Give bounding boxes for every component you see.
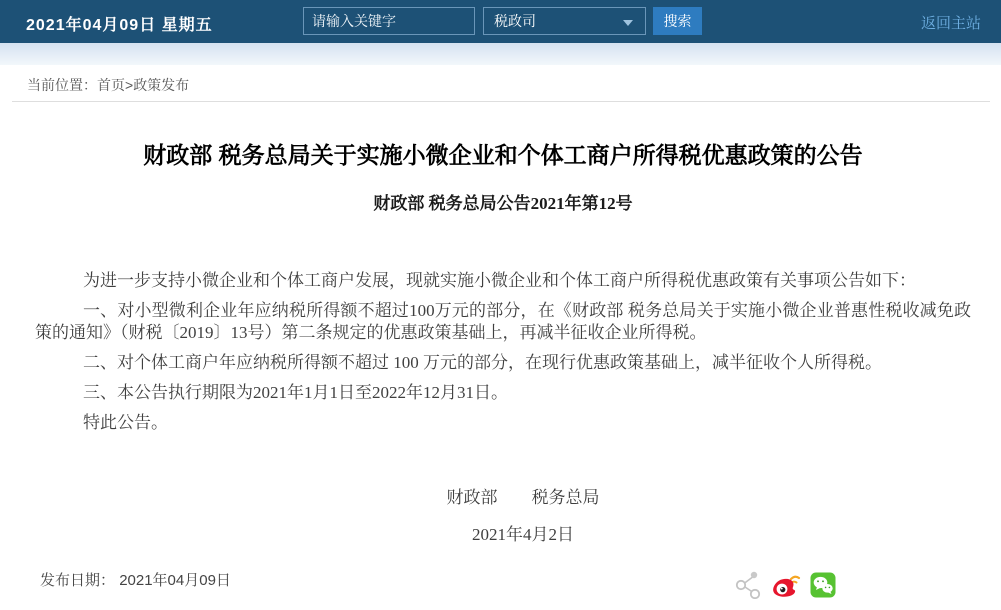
breadcrumb-section-link[interactable]: 政策发布 (133, 77, 190, 93)
paragraph-item-3: 三、本公告执行期限为2021年1月1日至2022年12月31日。 (83, 383, 508, 402)
weibo-icon[interactable] (771, 572, 801, 598)
department-select[interactable] (483, 7, 646, 35)
publish-date-row (40, 569, 231, 590)
paragraph-closing: 特此公告。 (83, 413, 168, 432)
signature-block (55, 483, 991, 545)
paragraph-item-2: 二、对个体工商户年应纳税所得额不超过 100 万元的部分，在现行优惠政策基础上，减半征收个人所得税。 (83, 353, 882, 372)
breadcrumb-separator: > (125, 77, 134, 93)
breadcrumb-divider (12, 101, 990, 102)
back-to-main-site-link[interactable]: 返回主站 (920, 15, 981, 32)
search-button[interactable]: 搜索 (653, 7, 702, 35)
wechat-icon[interactable] (810, 572, 836, 598)
document-number: 财政部 税务总局公告2021年第12号 (373, 194, 633, 213)
chevron-down-icon (623, 20, 633, 26)
publish-date-label: 发布日期： (40, 572, 116, 589)
header-gradient-strip (0, 43, 1001, 65)
current-date-text: 2021年04月09日 星期五 (26, 17, 213, 34)
breadcrumb (0, 65, 1001, 101)
paragraph-intro: 为进一步支持小微企业和个体工商户发展，现就实施小微企业和个体工商户所得税优惠政策有关事项公告如下： (83, 271, 916, 290)
department-select-value: 税政司 (494, 13, 536, 29)
breadcrumb-label: 当前位置： (27, 77, 97, 93)
search-input[interactable] (303, 7, 475, 35)
article-body (35, 270, 971, 434)
publish-date-value: 2021年04月09日 (119, 572, 231, 589)
share-buttons (735, 570, 836, 599)
article-title: 财政部 税务总局关于实施小微企业和个体工商户所得税优惠政策的公告 (143, 142, 863, 168)
announcement-article (0, 142, 1001, 545)
top-header-bar (0, 0, 1001, 43)
paragraph-item-1: 一、对小型微利企业年应纳税所得额不超过100万元的部分，在《财政部 税务总局关于实施小微企业普惠性税收减免政策的通知》（财税〔2019〕13号）第二条规定的优惠政策基础上，再减半征收企业所得税。 (35, 301, 971, 342)
signature-date: 2021年4月2日 (472, 525, 574, 544)
signature-agencies: 财政部 税务总局 (446, 488, 600, 507)
share-icon[interactable] (735, 570, 762, 599)
footer-row (0, 563, 1001, 610)
breadcrumb-home-link[interactable]: 首页 (97, 77, 125, 93)
